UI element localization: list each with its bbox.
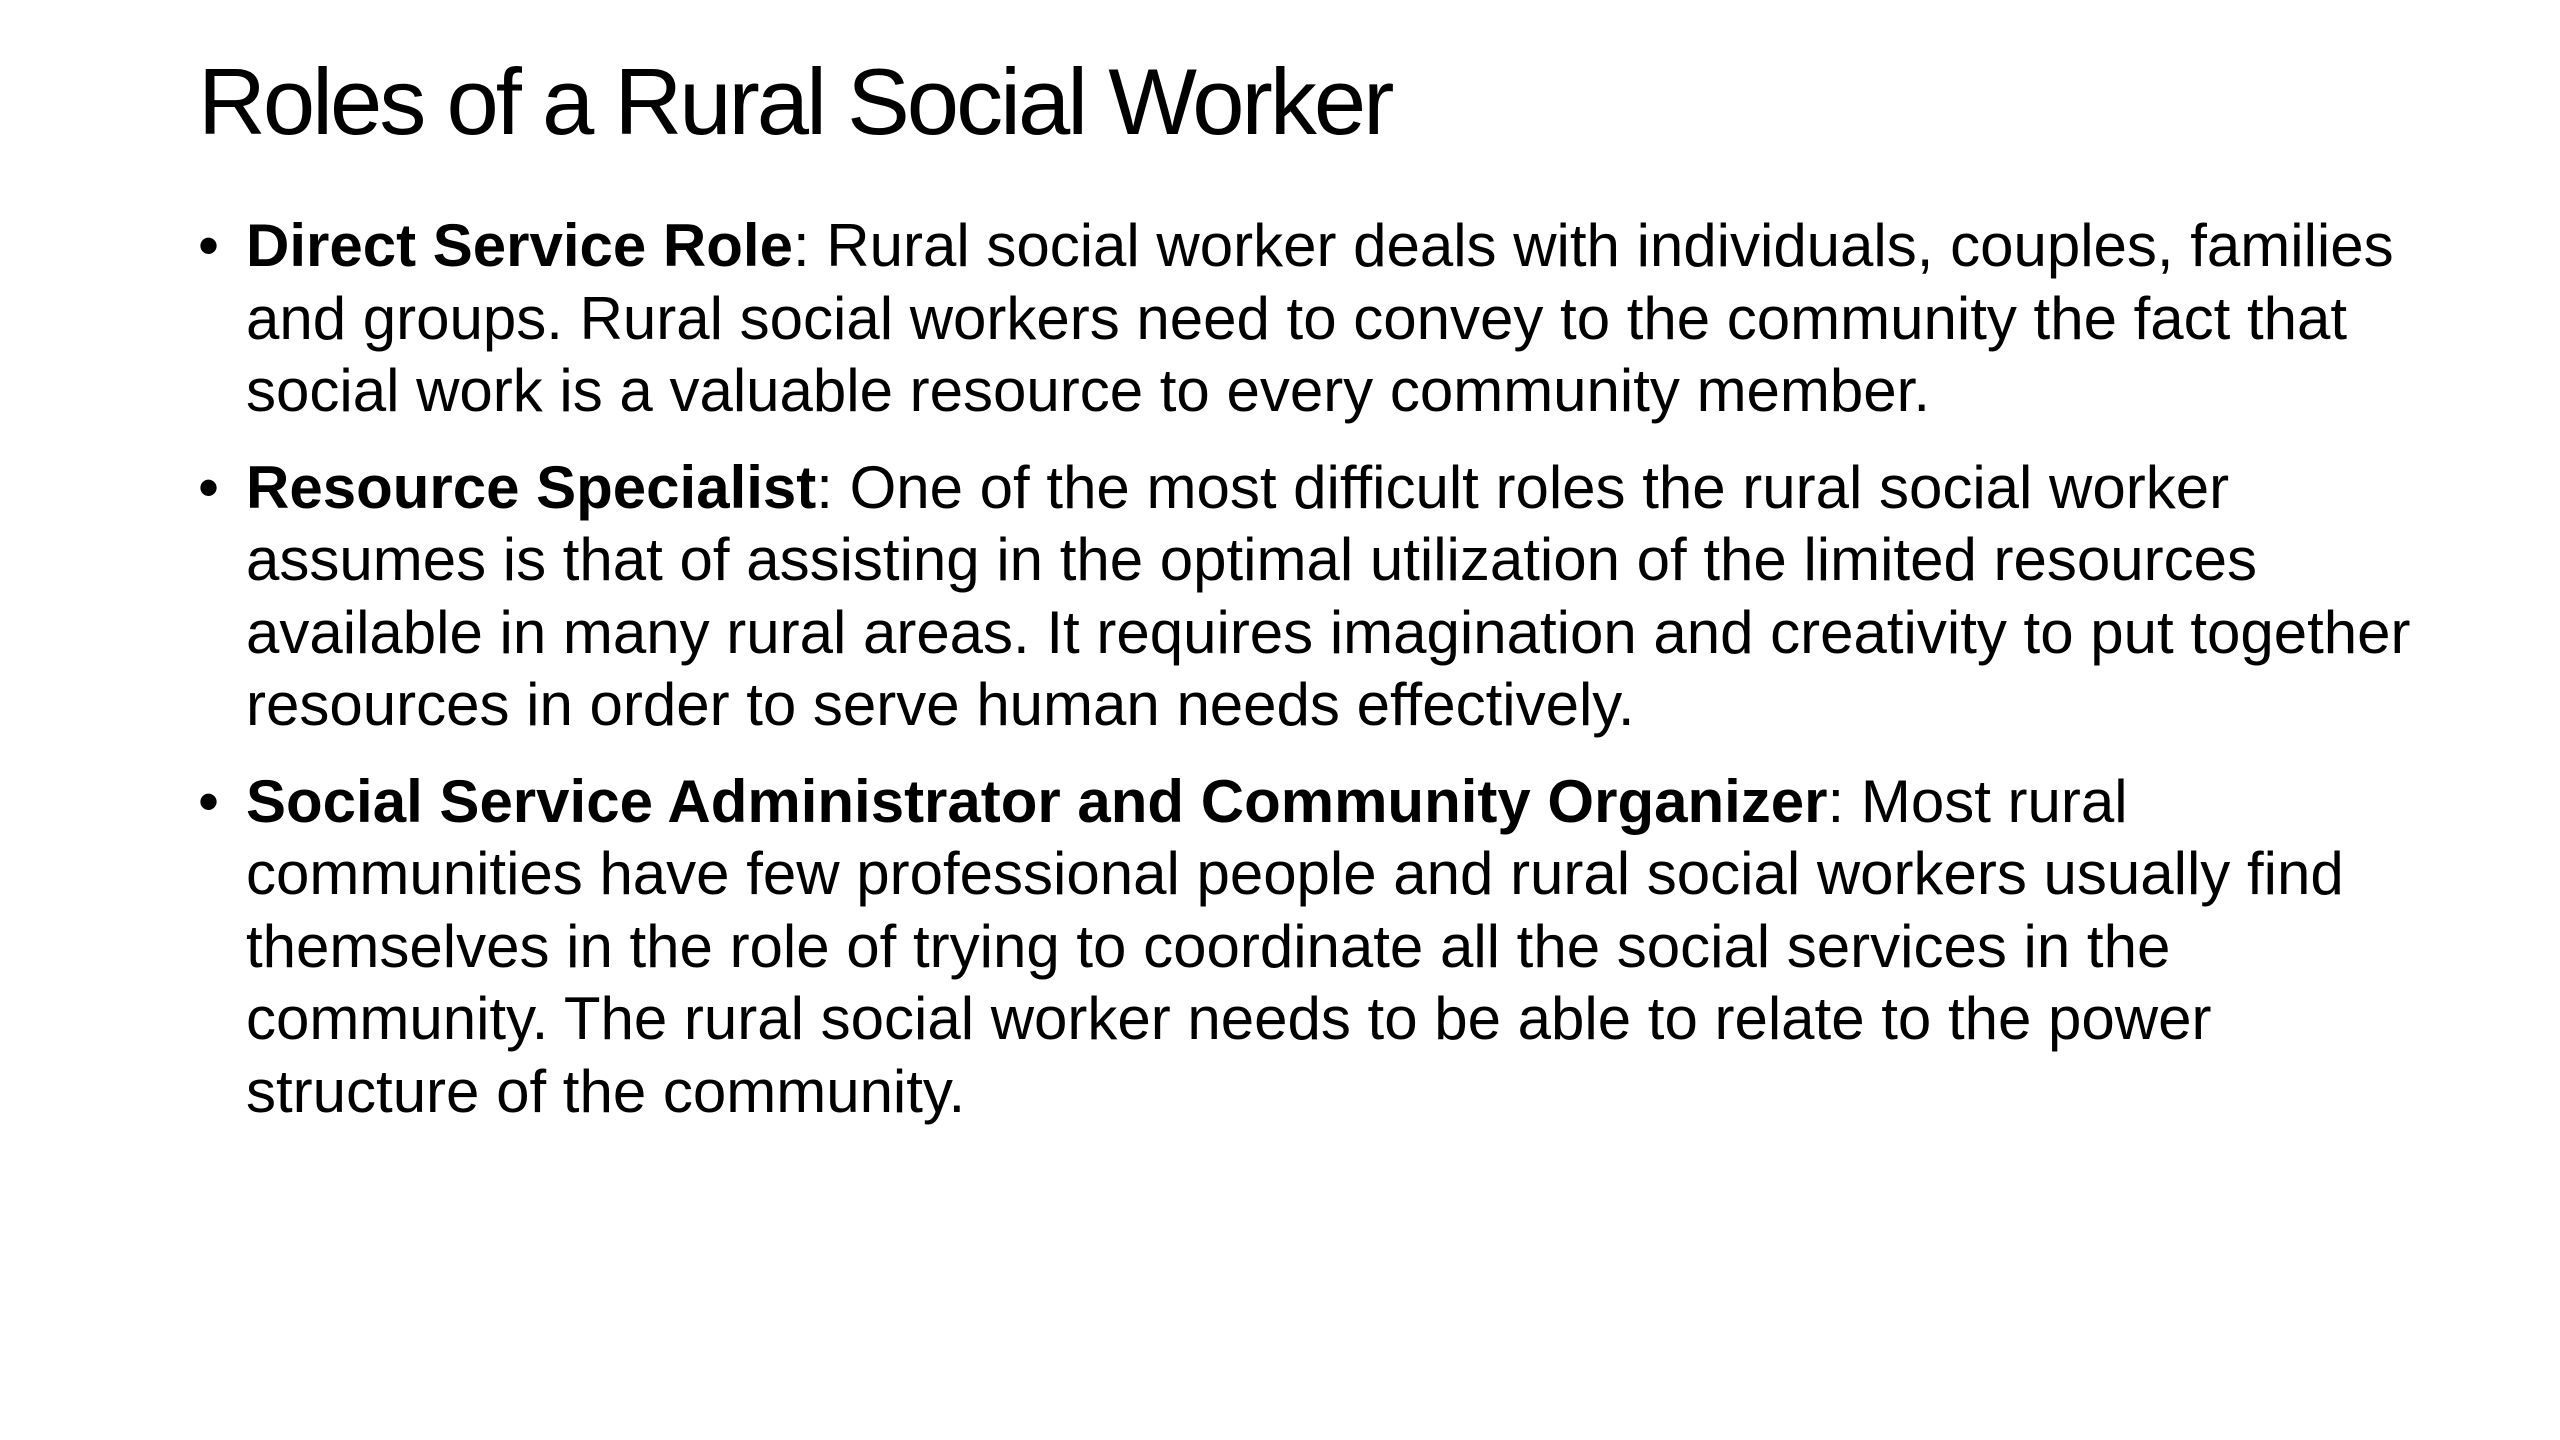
bullet-marker: • (198, 453, 220, 521)
bullet-marker: • (198, 767, 220, 835)
bullet-direct-service-role (198, 210, 2428, 428)
slide-title: Roles of a Rural Social Worker (198, 49, 1392, 154)
bullet-term: Resource Specialist (246, 453, 817, 521)
bullet-list (198, 210, 2428, 1152)
bullet-text: : Rural social worker deals with individuals, couples, families and groups. Rural social workers need to convey to the community the fact that social work is a valuable resource to every community member. (246, 212, 2394, 424)
bullet-resource-specialist (198, 452, 2428, 742)
bullet-term: Direct Service Role (246, 212, 793, 279)
bullet-social-service-administrator (198, 766, 2428, 1129)
bullet-marker: • (198, 212, 220, 279)
bullet-text: : Most rural communities have few professional people and rural social workers usually find themselves in the role of trying to coordinate all the social services in the community. The rural social worker needs to be able to relate to the power structure of the community. (246, 767, 2344, 1125)
bullet-term: Social Service Administrator and Community Organizer (246, 767, 1828, 835)
bullet-text: : One of the most difficult roles the rural social worker assumes is that of assisting in the optimal utilization of the limited resources available in many rural areas. It requires imagination and creativity to put together resources in order to serve human needs effectively. (246, 453, 2411, 738)
